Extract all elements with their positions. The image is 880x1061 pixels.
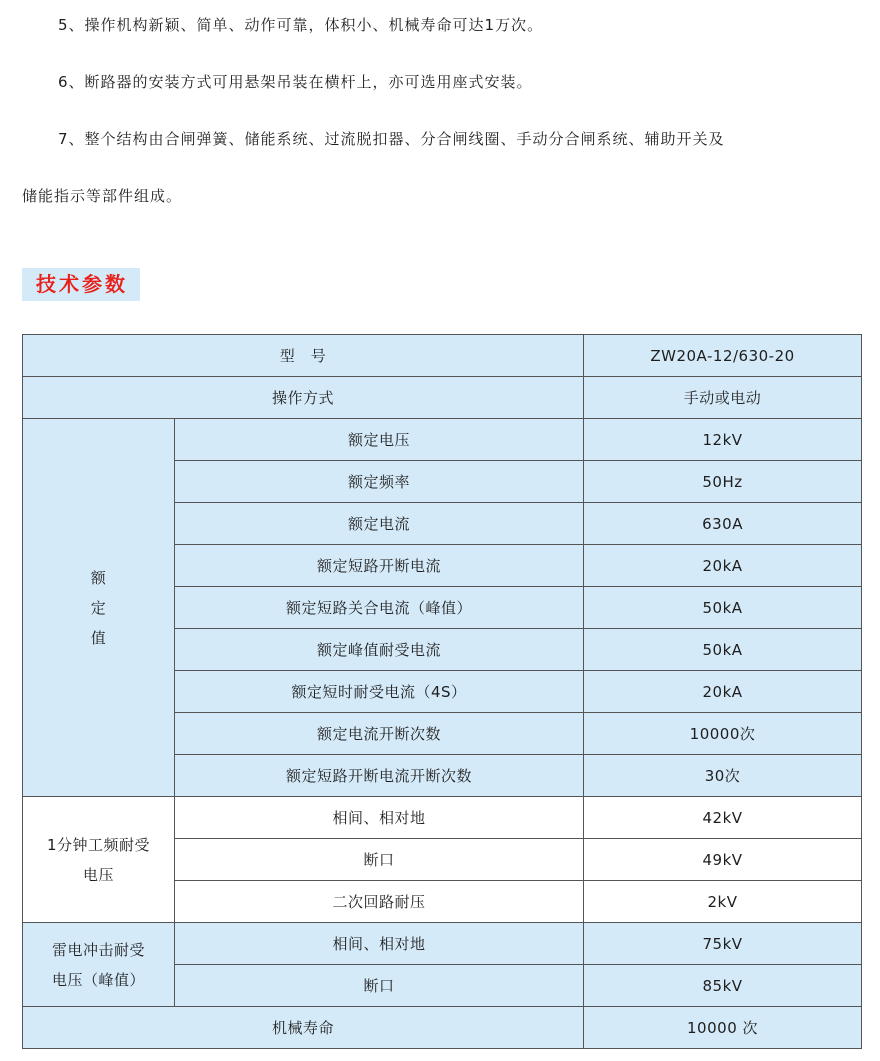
- table-row: [23, 377, 862, 419]
- operation-label: 操作方式: [23, 377, 584, 419]
- life-value: 10000 次: [584, 1007, 862, 1049]
- param-value: 42kV: [584, 797, 862, 839]
- life-label: 机械寿命: [23, 1007, 584, 1049]
- section-title: 技术参数: [22, 268, 140, 301]
- model-value: ZW20A-12/630-20: [584, 335, 862, 377]
- power-freq-group-line: 电压: [82, 865, 114, 884]
- param-label: 额定电流开断次数: [175, 713, 584, 755]
- param-value: 85kV: [584, 965, 862, 1007]
- lightning-group-label: [23, 923, 175, 1007]
- param-label: 断口: [175, 965, 584, 1007]
- param-label: 额定短路开断电流开断次数: [175, 755, 584, 797]
- power-freq-group-line: 1分钟工频耐受: [46, 835, 151, 854]
- param-label: 二次回路耐压: [175, 881, 584, 923]
- param-value: 50Hz: [584, 461, 862, 503]
- param-label: 相间、相对地: [175, 923, 584, 965]
- param-label: 额定频率: [175, 461, 584, 503]
- spec-table: [22, 334, 862, 1049]
- param-value: 50kA: [584, 587, 862, 629]
- paragraph-7-cont: 储能指示等部件组成。: [22, 187, 183, 205]
- rated-group-line: 定: [90, 598, 107, 617]
- paragraph-7: 7、整个结构由合闸弹簧、储能系统、过流脱扣器、分合闸线圈、手动分合闸系统、辅助开关及: [58, 130, 725, 148]
- param-label: 额定电流: [175, 503, 584, 545]
- param-value: 20kA: [584, 671, 862, 713]
- param-label: 相间、相对地: [175, 797, 584, 839]
- rated-group-line: 值: [90, 628, 107, 647]
- rated-group-line: 额: [90, 568, 107, 587]
- param-value: 49kV: [584, 839, 862, 881]
- lightning-group-line: 电压（峰值）: [51, 970, 145, 989]
- param-value: 20kA: [584, 545, 862, 587]
- operation-value: 手动或电动: [584, 377, 862, 419]
- param-value: 50kA: [584, 629, 862, 671]
- param-label: 额定电压: [175, 419, 584, 461]
- table-row: [23, 1007, 862, 1049]
- paragraph-6: 6、断路器的安装方式可用悬架吊装在横杆上，亦可选用座式安装。: [58, 73, 533, 91]
- param-label: 额定短时耐受电流（4S）: [175, 671, 584, 713]
- paragraph-5: 5、操作机构新颖、简单、动作可靠，体积小、机械寿命可达1万次。: [58, 16, 544, 34]
- param-label: 断口: [175, 839, 584, 881]
- model-label: 型 号: [23, 335, 584, 377]
- param-label: 额定短路关合电流（峰值）: [175, 587, 584, 629]
- table-row: [23, 797, 862, 839]
- table-row: [23, 923, 862, 965]
- table-row: [23, 335, 862, 377]
- rated-group-label: [23, 419, 175, 797]
- param-value: 10000次: [584, 713, 862, 755]
- lightning-group-line: 雷电冲击耐受: [51, 940, 145, 959]
- param-value: 12kV: [584, 419, 862, 461]
- param-value: 630A: [584, 503, 862, 545]
- param-label: 额定峰值耐受电流: [175, 629, 584, 671]
- param-value: 2kV: [584, 881, 862, 923]
- param-label: 额定短路开断电流: [175, 545, 584, 587]
- param-value: 30次: [584, 755, 862, 797]
- table-row: [23, 419, 862, 461]
- power-freq-group-label: [23, 797, 175, 923]
- param-value: 75kV: [584, 923, 862, 965]
